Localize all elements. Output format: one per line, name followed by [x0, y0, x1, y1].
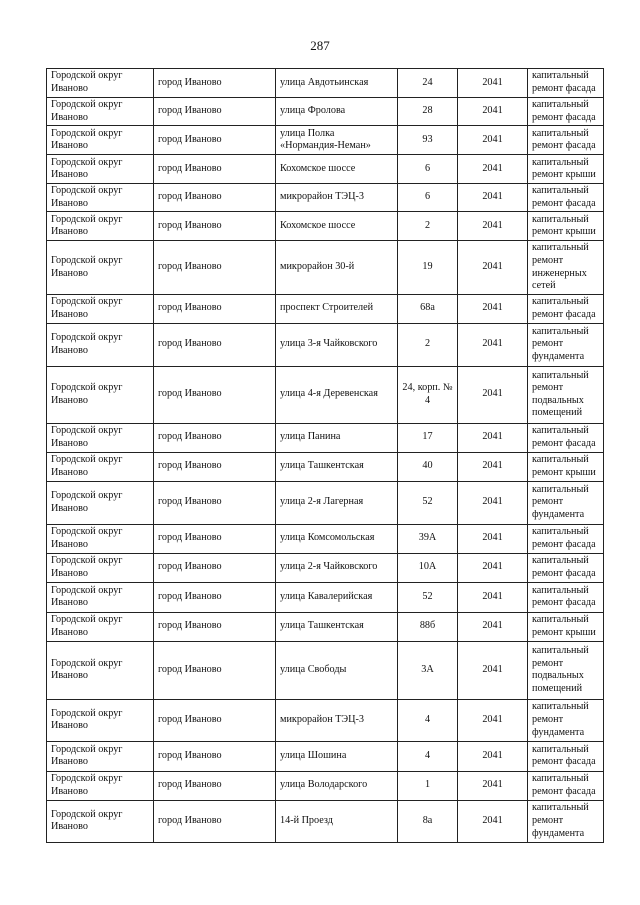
table-row — [47, 126, 604, 155]
work-type-cell: капитальный ремонт фундамента — [528, 800, 604, 842]
work-type-cell: капитальный ремонт фасада — [528, 524, 604, 553]
house-cell: 52 — [398, 481, 458, 524]
house-cell: 40 — [398, 452, 458, 481]
street-cell: улица Свободы — [276, 641, 398, 699]
district-cell: Городской округ Иваново — [47, 553, 154, 582]
street-cell: улица Володарского — [276, 771, 398, 800]
street-cell: улица 2-я Лагерная — [276, 481, 398, 524]
table-row — [47, 553, 604, 582]
year-cell: 2041 — [458, 699, 528, 741]
district-cell: Городской округ Иваново — [47, 69, 154, 98]
table-row — [47, 423, 604, 452]
table-row — [47, 294, 604, 323]
district-cell: Городской округ Иваново — [47, 582, 154, 612]
district-cell: Городской округ Иваново — [47, 126, 154, 155]
table-row — [47, 69, 604, 98]
table-row — [47, 800, 604, 842]
district-cell: Городской округ Иваново — [47, 184, 154, 212]
city-cell: город Иваново — [154, 524, 276, 553]
table-row — [47, 582, 604, 612]
city-cell: город Иваново — [154, 771, 276, 800]
work-type-cell: капитальный ремонт крыши — [528, 212, 604, 241]
street-cell: улица 4-я Деревенская — [276, 366, 398, 423]
street-cell: улица Авдотьинская — [276, 69, 398, 98]
year-cell: 2041 — [458, 612, 528, 641]
district-cell: Городской округ Иваново — [47, 241, 154, 294]
district-cell: Городской округ Иваново — [47, 323, 154, 366]
year-cell: 2041 — [458, 553, 528, 582]
street-cell: улица Полка «Нормандия-Неман» — [276, 126, 398, 155]
street-cell: проспект Строителей — [276, 294, 398, 323]
work-type-cell: капитальный ремонт фундамента — [528, 699, 604, 741]
city-cell: город Иваново — [154, 423, 276, 452]
street-cell: улица Ташкентская — [276, 612, 398, 641]
city-cell: город Иваново — [154, 641, 276, 699]
table-row — [47, 323, 604, 366]
house-cell: 2 — [398, 212, 458, 241]
table-row — [47, 641, 604, 699]
city-cell: город Иваново — [154, 126, 276, 155]
house-cell: 3А — [398, 641, 458, 699]
city-cell: город Иваново — [154, 323, 276, 366]
city-cell: город Иваново — [154, 452, 276, 481]
year-cell: 2041 — [458, 452, 528, 481]
work-type-cell: капитальный ремонт крыши — [528, 612, 604, 641]
work-type-cell: капитальный ремонт фасада — [528, 184, 604, 212]
year-cell: 2041 — [458, 69, 528, 98]
district-cell: Городской округ Иваново — [47, 366, 154, 423]
city-cell: город Иваново — [154, 184, 276, 212]
city-cell: город Иваново — [154, 741, 276, 771]
year-cell: 2041 — [458, 241, 528, 294]
year-cell: 2041 — [458, 641, 528, 699]
repair-schedule-table — [46, 68, 604, 843]
table-row — [47, 699, 604, 741]
table-row — [47, 184, 604, 212]
city-cell: город Иваново — [154, 241, 276, 294]
work-type-cell: капитальный ремонт фасада — [528, 771, 604, 800]
year-cell: 2041 — [458, 741, 528, 771]
work-type-cell: капитальный ремонт фасада — [528, 126, 604, 155]
year-cell: 2041 — [458, 524, 528, 553]
work-type-cell: капитальный ремонт инженерных сетей — [528, 241, 604, 294]
house-cell: 6 — [398, 155, 458, 184]
street-cell: микрорайон ТЭЦ-3 — [276, 184, 398, 212]
table-row — [47, 771, 604, 800]
work-type-cell: капитальный ремонт фасада — [528, 294, 604, 323]
city-cell: город Иваново — [154, 155, 276, 184]
year-cell: 2041 — [458, 155, 528, 184]
district-cell: Городской округ Иваново — [47, 800, 154, 842]
table-row — [47, 612, 604, 641]
street-cell: улица Ташкентская — [276, 452, 398, 481]
city-cell: город Иваново — [154, 481, 276, 524]
street-cell: 14-й Проезд — [276, 800, 398, 842]
house-cell: 93 — [398, 126, 458, 155]
district-cell: Городской округ Иваново — [47, 641, 154, 699]
table-row — [47, 481, 604, 524]
street-cell: улица Кавалерийская — [276, 582, 398, 612]
work-type-cell: капитальный ремонт фасада — [528, 582, 604, 612]
city-cell: город Иваново — [154, 294, 276, 323]
year-cell: 2041 — [458, 423, 528, 452]
work-type-cell: капитальный ремонт фасада — [528, 98, 604, 126]
street-cell: микрорайон 30-й — [276, 241, 398, 294]
district-cell: Городской округ Иваново — [47, 699, 154, 741]
house-cell: 24, корп. № 4 — [398, 366, 458, 423]
district-cell: Городской округ Иваново — [47, 155, 154, 184]
work-type-cell: капитальный ремонт фасада — [528, 69, 604, 98]
street-cell: улица 2-я Чайковского — [276, 553, 398, 582]
city-cell: город Иваново — [154, 98, 276, 126]
table-row — [47, 98, 604, 126]
house-cell: 68а — [398, 294, 458, 323]
table-row — [47, 741, 604, 771]
work-type-cell: капитальный ремонт фасада — [528, 741, 604, 771]
district-cell: Городской округ Иваново — [47, 294, 154, 323]
street-cell: улица Панина — [276, 423, 398, 452]
work-type-cell: капитальный ремонт фасада — [528, 423, 604, 452]
house-cell: 4 — [398, 699, 458, 741]
year-cell: 2041 — [458, 212, 528, 241]
year-cell: 2041 — [458, 481, 528, 524]
house-cell: 1 — [398, 771, 458, 800]
district-cell: Городской округ Иваново — [47, 612, 154, 641]
house-cell: 10А — [398, 553, 458, 582]
work-type-cell: капитальный ремонт подвальных помещений — [528, 641, 604, 699]
district-cell: Городской округ Иваново — [47, 98, 154, 126]
city-cell: город Иваново — [154, 69, 276, 98]
city-cell: город Иваново — [154, 553, 276, 582]
city-cell: город Иваново — [154, 212, 276, 241]
house-cell: 4 — [398, 741, 458, 771]
table-body — [47, 69, 604, 843]
work-type-cell: капитальный ремонт подвальных помещений — [528, 366, 604, 423]
work-type-cell: капитальный ремонт фундамента — [528, 481, 604, 524]
city-cell: город Иваново — [154, 699, 276, 741]
house-cell: 52 — [398, 582, 458, 612]
year-cell: 2041 — [458, 126, 528, 155]
year-cell: 2041 — [458, 294, 528, 323]
work-type-cell: капитальный ремонт фундамента — [528, 323, 604, 366]
street-cell: улица Комсомольская — [276, 524, 398, 553]
table-row — [47, 524, 604, 553]
year-cell: 2041 — [458, 771, 528, 800]
table-row — [47, 452, 604, 481]
street-cell: микрорайон ТЭЦ-3 — [276, 699, 398, 741]
house-cell: 19 — [398, 241, 458, 294]
house-cell: 88б — [398, 612, 458, 641]
district-cell: Городской округ Иваново — [47, 771, 154, 800]
work-type-cell: капитальный ремонт фасада — [528, 553, 604, 582]
house-cell: 2 — [398, 323, 458, 366]
district-cell: Городской округ Иваново — [47, 452, 154, 481]
year-cell: 2041 — [458, 98, 528, 126]
year-cell: 2041 — [458, 366, 528, 423]
house-cell: 39А — [398, 524, 458, 553]
street-cell: Кохомское шоссе — [276, 155, 398, 184]
table-row — [47, 155, 604, 184]
city-cell: город Иваново — [154, 366, 276, 423]
table-row — [47, 366, 604, 423]
street-cell: улица Шошина — [276, 741, 398, 771]
street-cell: Кохомское шоссе — [276, 212, 398, 241]
work-type-cell: капитальный ремонт крыши — [528, 452, 604, 481]
work-type-cell: капитальный ремонт крыши — [528, 155, 604, 184]
district-cell: Городской округ Иваново — [47, 212, 154, 241]
house-cell: 28 — [398, 98, 458, 126]
district-cell: Городской округ Иваново — [47, 524, 154, 553]
city-cell: город Иваново — [154, 612, 276, 641]
year-cell: 2041 — [458, 582, 528, 612]
city-cell: город Иваново — [154, 800, 276, 842]
house-cell: 6 — [398, 184, 458, 212]
city-cell: город Иваново — [154, 582, 276, 612]
table-row — [47, 241, 604, 294]
page-number: 287 — [310, 38, 330, 53]
year-cell: 2041 — [458, 323, 528, 366]
district-cell: Городской округ Иваново — [47, 481, 154, 524]
house-cell: 24 — [398, 69, 458, 98]
street-cell: улица 3-я Чайковского — [276, 323, 398, 366]
street-cell: улица Фролова — [276, 98, 398, 126]
district-cell: Городской округ Иваново — [47, 741, 154, 771]
district-cell: Городской округ Иваново — [47, 423, 154, 452]
house-cell: 8а — [398, 800, 458, 842]
house-cell: 17 — [398, 423, 458, 452]
year-cell: 2041 — [458, 800, 528, 842]
table-row — [47, 212, 604, 241]
year-cell: 2041 — [458, 184, 528, 212]
